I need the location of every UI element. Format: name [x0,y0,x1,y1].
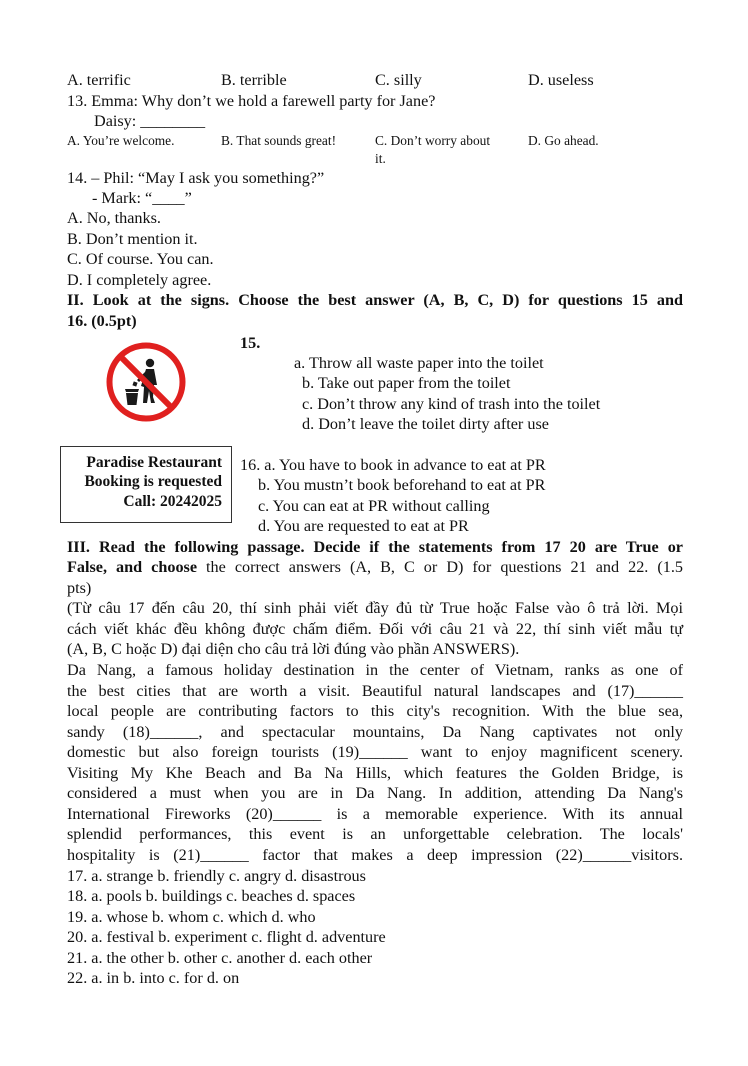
restaurant-sign-name: Paradise Restaurant [86,454,222,471]
passage-line: International Fireworks (20)______ is a memorable experience. With its annual [67,805,683,823]
q15-option-d: d. Don’t leave the toilet dirty after use [302,415,549,433]
q15-number: 15. [240,334,261,352]
section-3-heading-line2 [67,557,683,578]
q14-option-a: A. No, thanks. [67,209,161,227]
section-3-heading: III. Read the following passage. Decide if the statements from 17 20 are True or [67,538,683,556]
q17-options: 17. a. strange b. friendly c. angry d. disastrous [67,867,366,885]
q15-option-b: b. Take out paper from the toilet [302,374,511,392]
q13-option-c: C. Don’t worry about [375,133,491,148]
q12-option-b: B. terrible [221,71,287,89]
q14-mark-line: - Mark: “____” [92,189,192,207]
vietnamese-instruction-2: cách viết khác đều không được chấm điểm. Đối với câu 21 và 22, thí sinh viết mẫu tự [67,620,683,638]
q16-option-b: b. You mustn’t book beforehand to eat at PR [258,476,546,494]
passage-line: splendid performances, this event is an unforgettable celebration. The locals' [67,825,683,843]
q13-option-a: A. You’re welcome. [67,133,175,148]
q20-options: 20. a. festival b. experiment c. flight d. adventure [67,928,386,946]
q19-options: 19. a. whose b. whom c. which d. who [67,908,316,926]
q12-option-d: D. useless [528,71,594,89]
passage-line: domestic but also foreign tourists (19)______ want to enjoy magnificent scenery. [67,743,683,761]
q12-option-a: A. terrific [67,71,131,89]
q14-option-c: C. Of course. You can. [67,250,214,268]
passage-line: local people are contributing factors to this city's recognition. With the blue sea, [67,702,683,720]
q14-option-d: D. I completely agree. [67,271,212,289]
restaurant-sign [60,446,232,523]
q14-option-b: B. Don’t mention it. [67,230,198,248]
q13-option-b: B. That sounds great! [221,133,337,148]
q16-option-c: c. You can eat at PR without calling [258,497,490,515]
passage-line: hospitality is (21)______ factor that makes a deep impression (22)______visitors. [67,846,683,864]
no-littering-sign-icon [106,342,186,422]
restaurant-sign-phone: Call: 20242025 [123,493,222,510]
q22-options: 22. a. in b. into c. for d. on [67,969,240,987]
q16-option-d: d. You are requested to eat at PR [258,517,469,535]
section-3-heading-bold: False, and choose [67,558,198,576]
vietnamese-instruction-1: (Từ câu 17 đến câu 20, thí sinh phải viết đầy đủ từ True hoặc False vào ô trả lời. Mọi [67,599,683,617]
q13-option-c-cont: it. [375,151,386,166]
vietnamese-instruction-3: (A, B, C hoặc D) đại diện cho câu trả lời đúng vào phần ANSWERS). [67,640,520,658]
q13-daisy-line: Daisy: ________ [94,112,206,130]
passage-line: the best cities that are worth a visit. Beautiful natural landscapes and (17)______ [67,682,683,700]
section-3-heading-rest: the correct answers (A, B, C or D) for questions 21 and 22. (1.5 [197,558,683,576]
section-2-heading-cont: 16. (0.5pt) [67,312,137,330]
passage-line: Visiting My Khe Beach and Ba Na Hills, which features the Golden Bridge, is [67,764,683,782]
passage-line: sandy (18)______, and spectacular mountains, Da Nang captivates not only [67,723,683,741]
section-2-heading: II. Look at the signs. Choose the best answer (A, B, C, D) for questions 15 and [67,291,683,309]
section-3-heading-line3: pts) [67,579,92,597]
q14-stem: 14. – Phil: “May I ask you something?” [67,169,325,187]
q15-option-c: c. Don’t throw any kind of trash into the toilet [302,395,601,413]
restaurant-sign-booking: Booking is requested [84,473,222,490]
q12-option-c: C. silly [375,71,422,89]
q15-option-a: a. Throw all waste paper into the toilet [294,354,544,372]
q16-option-a: 16. a. You have to book in advance to eat at PR [240,456,546,474]
q18-options: 18. a. pools b. buildings c. beaches d. spaces [67,887,356,905]
q13-option-d: D. Go ahead. [528,133,599,148]
passage-line: considered a must when you are in Da Nang. In addition, attending Da Nang's [67,784,683,802]
q13-stem: 13. Emma: Why don’t we hold a farewell party for Jane? [67,92,436,110]
passage-line: Da Nang, a famous holiday destination in the center of Vietnam, ranks as one of [67,661,683,679]
q21-options: 21. a. the other b. other c. another d. each other [67,949,373,967]
